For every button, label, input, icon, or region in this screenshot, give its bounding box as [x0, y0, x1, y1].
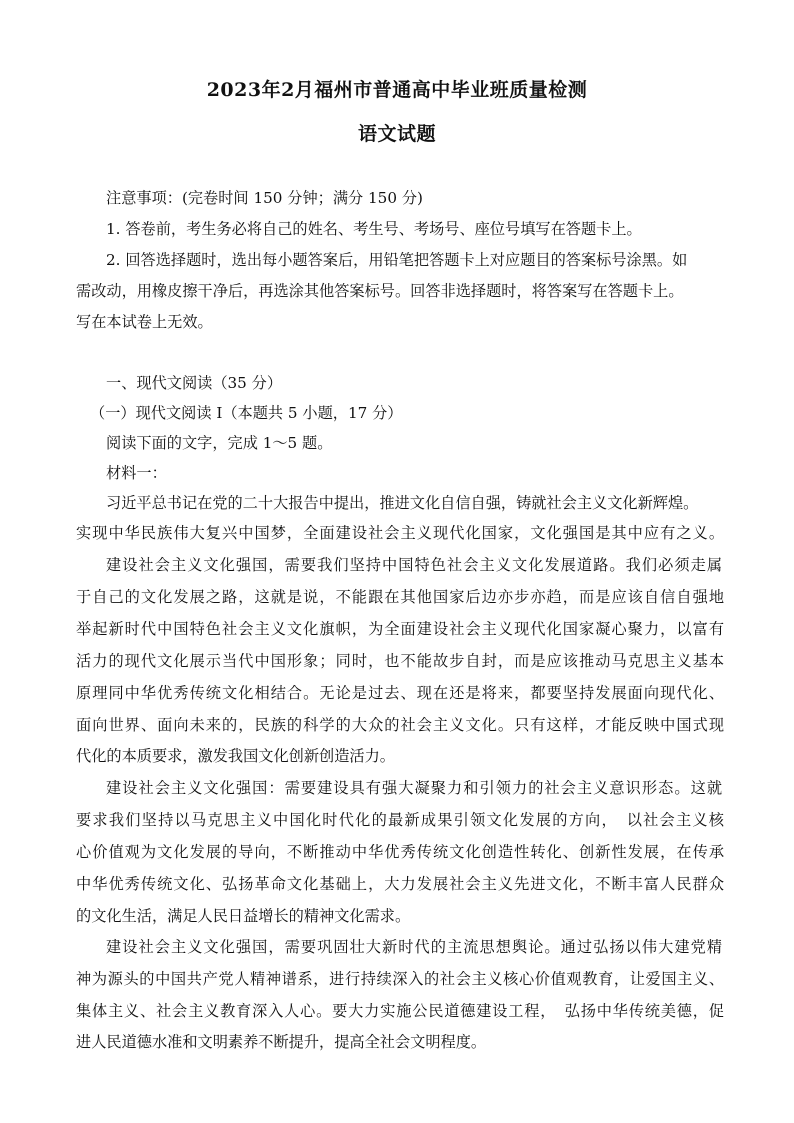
body-line: 建设社会主义文化强国，需要巩固壮大新时代的主流思想舆论。通过弘扬以伟大建党精 — [106, 938, 722, 956]
notice-item-2-line-2: 需改动，用橡皮擦干净后，再选涂其他答案标号。回答非选择题时，将答案写在答题卡上。 — [76, 282, 684, 300]
section-heading: 一、现代文阅读（35 分） — [106, 374, 283, 392]
body-line: 举起新时代中国特色社会主义文化旗帜，为全面建设社会主义现代化国家凝心聚力，以富有 — [76, 620, 724, 638]
page-title: 2023年2月福州市普通高中毕业班质量检测 — [206, 79, 588, 101]
body-line: 原理同中华优秀传统文化相结合。无论是过去、现在还是将来，都要坚持发展面向现代化、 — [76, 684, 724, 702]
subsection-heading: （一）现代文阅读 I（本题共 5 小题，17 分） — [90, 404, 403, 422]
body-line: 心价值观为文化发展的导向，不断推动中华优秀传统文化创造性转化、创新性发展，在传承 — [76, 843, 724, 861]
material-label: 材料一： — [106, 464, 167, 482]
notice-item-2-line-1: 2. 回答选择题时，选出每小题答案后，用铅笔把答题卡上对应题目的答案标号涂黑。如 — [106, 251, 688, 269]
notice-item-2-line-3: 写在本试卷上无效。 — [76, 313, 213, 331]
body-line: 活力的现代文化展示当代中国形象；同时，也不能故步自封，而是应该推动马克思主义基本 — [76, 652, 724, 670]
notice-item-1: 1. 答卷前，考生务必将自己的姓名、考生号、考场号、座位号填写在答题卡上。 — [106, 220, 642, 238]
body-line: 于自己的文化发展之路，这就是说，不能跟在其他国家后边亦步亦趋，而是应该自信自强地 — [76, 588, 724, 606]
body-line: 中华优秀传统文化、弘扬革命文化基础上，大力发展社会主义先进文化，不断丰富人民群众 — [76, 875, 724, 893]
body-line: 习近平总书记在党的二十大报告中提出，推进文化自信自强，铸就社会主义文化新辉煌。 — [106, 494, 699, 512]
body-line: 神为源头的中国共产党人精神谱系，进行持续深入的社会主义核心价值观教育，让爱国主义、 — [76, 970, 724, 988]
body-line: 实现中华民族伟大复兴中国梦，全面建设社会主义现代化国家，文化强国是其中应有之义。 — [76, 524, 724, 542]
body-line: 建设社会主义文化强国，需要我们坚持中国特色社会主义文化发展道路。我们必须走属 — [106, 556, 722, 574]
body-line: 的文化生活，满足人民日益增长的精神文化需求。 — [76, 907, 411, 925]
page-subtitle: 语文试题 — [357, 123, 436, 145]
body-line: 进人民道德水准和文明素养不断提升，提高全社会文明程度。 — [76, 1033, 487, 1051]
body-line: 面向世界、面向未来的，民族的科学的大众的社会主义文化。只有这样，才能反映中国式现 — [76, 716, 724, 734]
body-line: 建设社会主义文化强国：需要建设具有强大凝聚力和引领力的社会主义意识形态。这就 — [106, 779, 722, 797]
notice-heading: 注意事项：(完卷时间 150 分钟；满分 150 分) — [106, 189, 423, 207]
reading-instruction: 阅读下面的文字，完成 1～5 题。 — [106, 434, 333, 452]
body-line: 要求我们坚持以马克思主义中国化时代化的最新成果引领文化发展的方向， 以社会主义核 — [76, 811, 724, 829]
body-line: 代化的本质要求，激发我国文化创新创造活力。 — [76, 747, 395, 765]
body-line: 集体主义、社会主义教育深入人心。要大力实施公民道德建设工程， 弘扬中华传统美德，促 — [76, 1002, 724, 1020]
